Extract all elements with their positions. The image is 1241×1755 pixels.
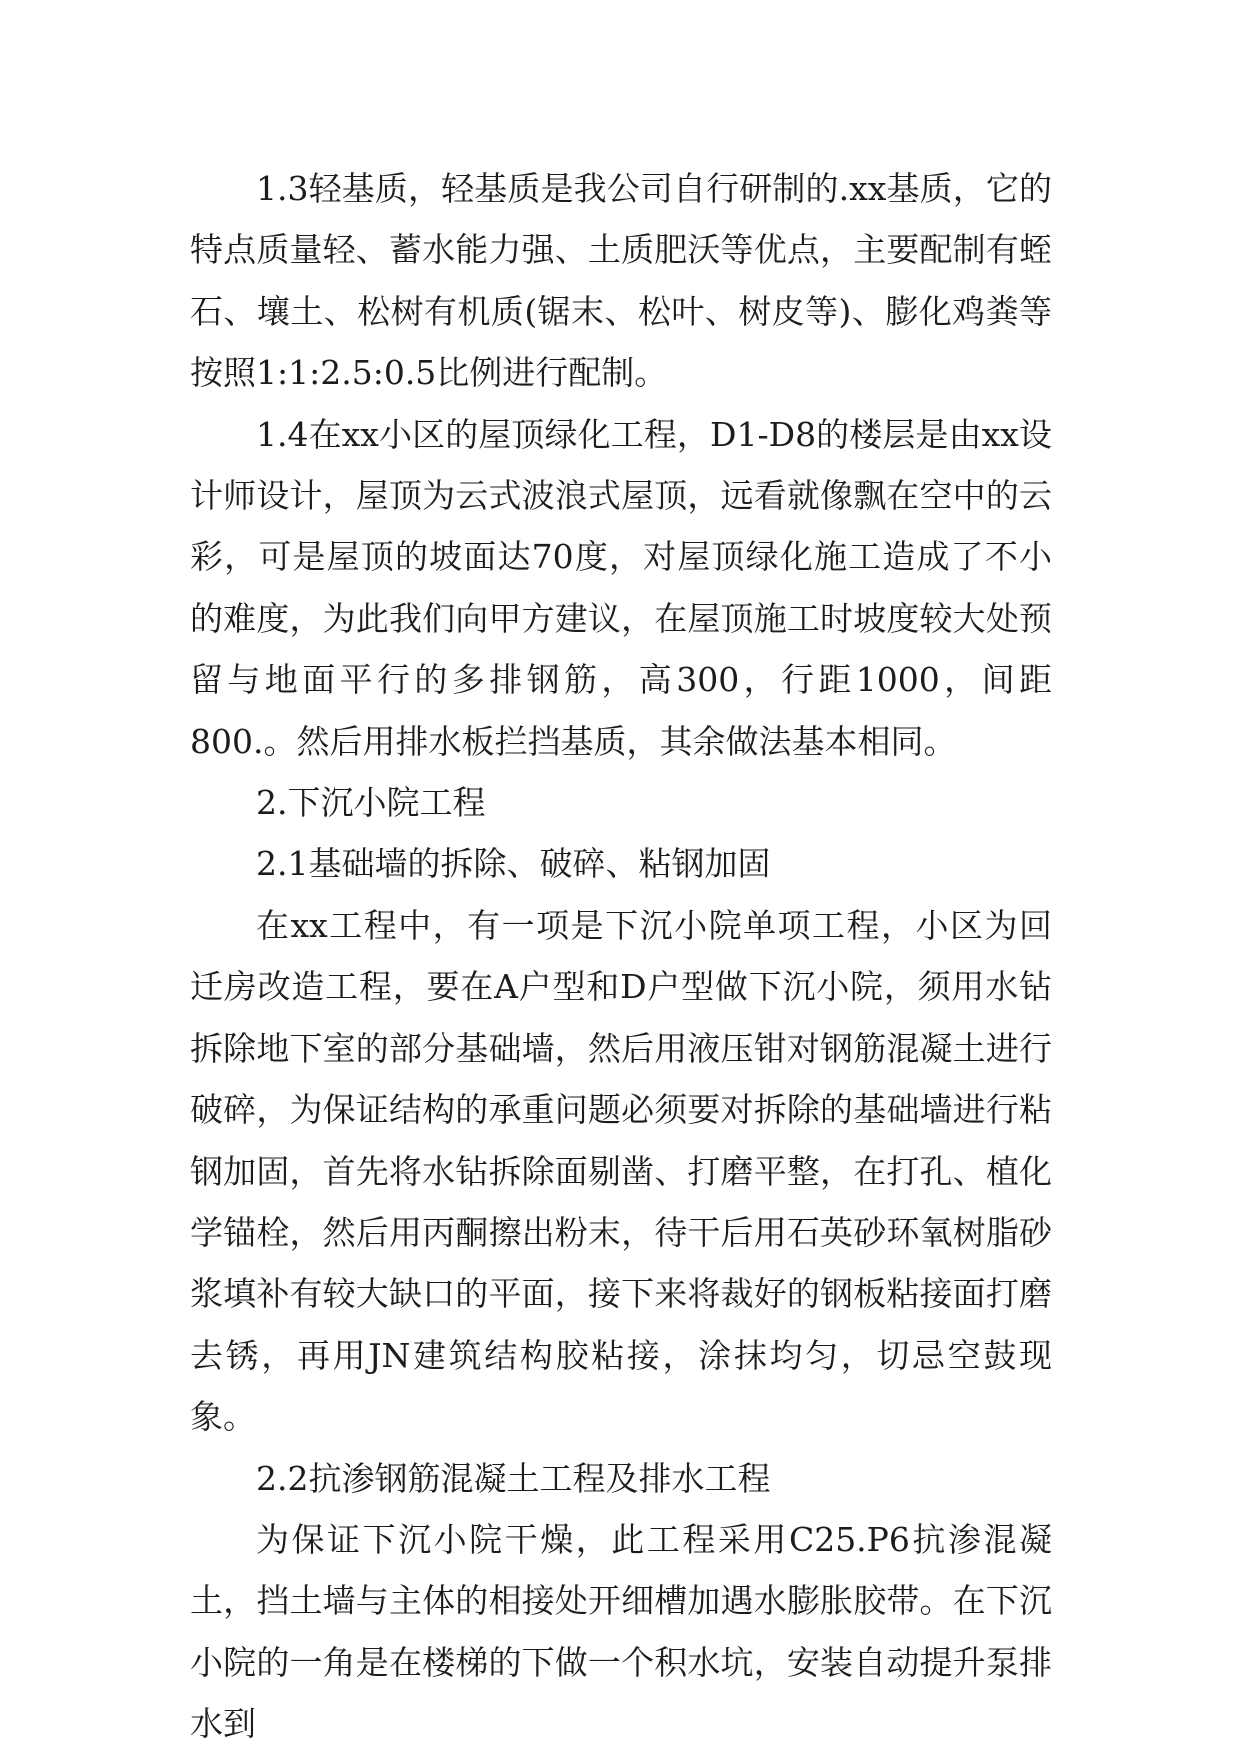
- paragraph-1-3-light-substrate: 1.3轻基质，轻基质是我公司自行研制的.xx基质，它的特点质量轻、蓄水能力强、土质肥沃等优点，主要配制有蛭石、壤土、松树有机质(锯末、松叶、树皮等)、膨化鸡粪等按照1:1:2.5:0.5比例进行配制。: [190, 169, 1052, 393]
- subsection-heading-2-1: 2.1基础墙的拆除、破碎、粘钢加固: [256, 844, 771, 884]
- paragraph-waterproof-concrete: 为保证下沉小院干燥，此工程采用C25.P6抗渗混凝土，挡土墙与主体的相接处开细槽加遇水膨胀胶带。在下沉小院的一角是在楼梯的下做一个积水坑，安装自动提升泵排水到: [190, 1519, 1052, 1744]
- section-heading-2: 2.下沉小院工程: [256, 783, 486, 823]
- subsection-heading-2-2: 2.2抗渗钢筋混凝土工程及排水工程: [256, 1458, 771, 1498]
- paragraph-sunken-courtyard: 在xx工程中，有一项是下沉小院单项工程，小区为回迁房改造工程，要在A户型和D户型做下沉小院，须用水钻拆除地下室的部分基础墙，然后用液压钳对钢筋混凝土进行破碎，为保证结构的承重问题必须要对拆除的基础墙进行粘钢加固，首先将水钻拆除面剔凿、打磨平整，在打孔、植化学锚栓，然后用丙酮擦出粉末，待干后用石英砂环氧树脂砂浆填补有较大缺口的平面，接下来将裁好的钢板粘接面打磨去锈，再用JN建筑结构胶粘接，涂抹均匀，切忌空鼓现象。: [190, 905, 1052, 1437]
- paragraph-1-4-roof-greening: 1.4在xx小区的屋顶绿化工程，D1-D8的楼层是由xx设计师设计，屋顶为云式波浪式屋顶，远看就像飘在空中的云彩，可是屋顶的坡面达70度，对屋顶绿化施工造成了不小的难度，为此我们向甲方建议，在屋顶施工时坡度较大处预留与地面平行的多排钢筋，高300，行距1000，间距800.。然后用排水板拦挡基质，其余做法基本相同。: [190, 414, 1052, 761]
- document-body: [190, 158, 1052, 1755]
